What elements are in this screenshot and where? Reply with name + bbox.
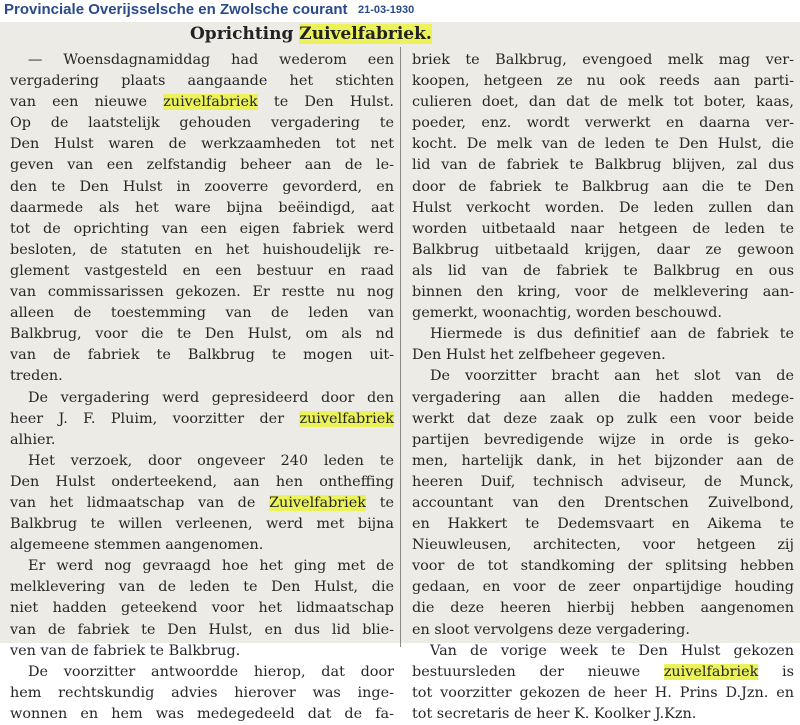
- line-text: vergadering plaats aangaande het stichten: [10, 73, 394, 90]
- text-line: [10, 366, 394, 387]
- line-text: gedaan, en voor de zeer onpartijdige houding: [412, 579, 794, 596]
- line-text: culieren doet, dan dat de melk tot boter, kaas,: [412, 94, 794, 111]
- highlighted-word: Zuivelfabriek: [269, 494, 367, 511]
- line-text: voor de tot standkoming der splitsing hebben: [412, 558, 794, 575]
- text-line: [10, 50, 394, 71]
- line-text: is: [758, 663, 794, 680]
- right-column: [412, 22, 794, 722]
- publication-date: 21-03-1930: [358, 4, 415, 16]
- text-line: [412, 493, 794, 514]
- title-text: Oprichting: [190, 24, 300, 44]
- text-line: [412, 388, 794, 409]
- text-line: [412, 92, 794, 113]
- text-line: [412, 620, 794, 641]
- text-line: [412, 155, 794, 176]
- line-text: van het lidmaatschap van de: [10, 494, 270, 511]
- text-line: [412, 324, 794, 345]
- column-rule: [400, 47, 401, 647]
- highlighted-word: zuivelfabriek: [663, 663, 759, 680]
- left-column-text: [10, 50, 394, 725]
- text-line: [10, 71, 394, 92]
- line-text: Er werd nog gevraagd hoe het ging met de: [28, 558, 394, 575]
- line-text: van commissarissen gekozen. Er restte nu nog: [10, 284, 394, 301]
- line-text: wonnen en hem was medegedeeld dat de fa-: [10, 705, 394, 722]
- line-text: alhier.: [10, 431, 56, 448]
- text-line: [10, 324, 394, 345]
- highlighted-word: zuivelfabriek: [299, 410, 394, 427]
- highlighted-word: zuivelfabriek: [163, 94, 258, 111]
- line-text: Hiermede is dus definitief aan de fabriek te: [430, 326, 794, 343]
- text-line: [10, 577, 394, 598]
- text-line: [412, 598, 794, 619]
- line-text: te: [366, 494, 394, 511]
- line-text: De vergadering werd gepresideerd door den: [28, 389, 394, 406]
- line-text: worden uitbetaald naar hetgeen de leden te: [412, 220, 794, 237]
- text-line: [412, 345, 794, 366]
- line-text: binnen den kring, voor de melklevering aan-: [412, 284, 794, 301]
- text-line: [10, 704, 394, 725]
- line-text: Den Hulst het zelfbeheer gegeven.: [412, 347, 666, 364]
- text-line: [412, 683, 794, 704]
- line-text: heer J. F. Pluim, voorzitter der: [10, 410, 300, 427]
- line-text: Het verzoek, door ongeveer 240 leden te: [28, 452, 394, 469]
- text-line: [10, 493, 394, 514]
- line-text: ven van de fabriek te Balkbrug.: [10, 642, 241, 659]
- line-text: De voorzitter bracht aan het slot van de: [430, 368, 794, 385]
- text-line: [412, 472, 794, 493]
- line-text: door de fabriek te Balkbrug aan die te Den: [412, 178, 794, 195]
- text-line: [10, 134, 394, 155]
- line-text: den te Den Hulst in zooverre gevorderd, en: [10, 178, 394, 195]
- text-line: [412, 177, 794, 198]
- title-highlight: Zuivelfabriek.: [299, 24, 432, 44]
- text-line: [412, 71, 794, 92]
- text-line: [10, 641, 394, 662]
- line-text: glement vastgesteld en een bestuur en raad: [10, 262, 394, 279]
- text-line: [10, 535, 394, 556]
- text-line: [412, 134, 794, 155]
- line-text: heeren Duif, technisch adviseur, de Munck,: [412, 473, 794, 490]
- line-text: geven van een zelfstandig beheer aan de le-: [10, 157, 394, 174]
- text-line: [10, 303, 394, 324]
- line-text: men, hartelijk dank, in het bijzonder aan de: [412, 452, 794, 469]
- text-line: [10, 261, 394, 282]
- text-line: [10, 388, 394, 409]
- text-line: [412, 430, 794, 451]
- text-line: [412, 303, 794, 324]
- line-text: poeder, enz. wordt verwerkt en daarna ver-: [412, 115, 794, 132]
- line-text: tot voorzitter gekozen de heer H. Prins D.Jzn. en: [412, 684, 794, 701]
- text-line: [10, 451, 394, 472]
- line-text: Van de vorige week te Den Hulst gekozen: [430, 642, 794, 659]
- text-line: [10, 177, 394, 198]
- line-text: besloten, de statuten en het huishoudelijk re-: [10, 241, 394, 258]
- text-line: [412, 198, 794, 219]
- line-text: vergadering aan allen die hadden medege-: [412, 389, 794, 406]
- line-text: gemerkt, woonachtig, worden beschouwd.: [412, 305, 722, 322]
- text-line: [10, 345, 394, 366]
- line-text: — Woensdagnamiddag had wederom een: [28, 52, 394, 68]
- text-line: [412, 113, 794, 134]
- text-line: [412, 282, 794, 303]
- newspaper-clipping: [0, 22, 800, 722]
- text-line: [10, 92, 394, 113]
- text-line: [412, 240, 794, 261]
- line-text: hem rechtskundig advies hierover was inge-: [10, 684, 394, 701]
- line-text: treden.: [10, 368, 63, 385]
- text-line: [10, 198, 394, 219]
- text-line: [412, 556, 794, 577]
- line-text: en sloot vervolgens deze vergadering.: [412, 621, 690, 638]
- text-line: [412, 50, 794, 71]
- text-line: [412, 577, 794, 598]
- line-text: De voorzitter antwoordde hierop, dat door: [28, 663, 394, 680]
- line-text: accountant van den Drentschen Zuivelbond,: [412, 494, 794, 511]
- text-line: [10, 282, 394, 303]
- text-line: [10, 219, 394, 240]
- text-line: [412, 409, 794, 430]
- line-text: kocht. De melk van de leden te Den Hulst, die: [412, 136, 794, 153]
- line-text: Balkbrug te willen verleenen, werd met bijna: [10, 516, 394, 533]
- line-text: als lid van de fabriek te Balkbrug en ous: [412, 262, 794, 279]
- page-header: [0, 0, 800, 22]
- text-line: [412, 219, 794, 240]
- line-text: Den Hulst onderteekend, aan hen ontheffing: [10, 473, 394, 490]
- line-text: van de fabriek te Balkbrug te mogen uit-: [10, 347, 394, 364]
- line-text: Den Hulst waren de werkzaamheden tot net: [10, 136, 394, 153]
- line-text: Balkbrug, voor die te Den Hulst, om als nd: [10, 326, 394, 343]
- line-text: van de fabriek te Den Hulst, en dus lid blie-: [10, 621, 394, 638]
- text-line: [412, 366, 794, 387]
- line-text: Op de laatstelijk gehouden vergadering te: [10, 115, 394, 132]
- text-line: [412, 261, 794, 282]
- text-line: [412, 535, 794, 556]
- line-text: tot secretaris de heer K. Koolker J.Kzn.: [412, 705, 697, 722]
- line-text: lid van de fabriek te Balkbrug blijven, zal dus: [412, 157, 794, 174]
- text-line: [10, 430, 394, 451]
- line-text: algemeene stemmen aangenomen.: [10, 537, 264, 554]
- line-text: briek te Balkbrug, evengoed melk mag ver-: [412, 52, 794, 68]
- text-line: [412, 451, 794, 472]
- text-line: [10, 620, 394, 641]
- text-line: [10, 155, 394, 176]
- text-line: [412, 704, 794, 725]
- text-line: [412, 662, 794, 683]
- text-line: [412, 641, 794, 662]
- text-line: [10, 472, 394, 493]
- text-line: [10, 240, 394, 261]
- line-text: melklevering van de leden te Den Hulst, die: [10, 579, 394, 596]
- text-line: [10, 409, 394, 430]
- line-text: werkt dat deze zaak op zulk een voor beide: [412, 410, 794, 427]
- text-line: [10, 598, 394, 619]
- right-column-text: [412, 50, 794, 725]
- newspaper-name: Provinciale Overijsselsche en Zwolsche courant: [4, 1, 348, 18]
- line-text: Nieuwleusen, architecten, voor hetgeen zij: [412, 537, 794, 554]
- text-line: [10, 683, 394, 704]
- text-line: [10, 113, 394, 134]
- line-text: koopen, hetgeen ze nu ook reeds aan parti-: [412, 73, 794, 90]
- line-text: Hulst verkocht worden. De leden zullen dan: [412, 199, 794, 216]
- line-text: van een nieuwe: [10, 94, 164, 111]
- line-text: te Den Hulst.: [257, 94, 394, 111]
- text-line: [10, 556, 394, 577]
- line-text: bestuursleden der nieuwe: [412, 663, 664, 680]
- line-text: tot de oprichting van een eigen fabriek werd: [10, 220, 394, 237]
- text-line: [10, 662, 394, 683]
- line-text: niet hadden geteekend voor het lidmaatschap: [10, 600, 394, 617]
- line-text: partijen bevredigende wijze in orde is geko-: [412, 431, 794, 448]
- left-column: [10, 22, 394, 722]
- text-line: [412, 514, 794, 535]
- line-text: en Hakkert te Dedemsvaart en Aikema te: [412, 516, 794, 533]
- line-text: Balkbrug uitbetaald krijgen, daar ze gewoon: [412, 241, 794, 258]
- line-text: die deze heeren hierbij hebben aangenomen: [412, 600, 794, 617]
- line-text: daarmede als het ware bijna beëindigd, aat: [10, 199, 394, 216]
- text-line: [10, 514, 394, 535]
- line-text: alleen de toestemming van de leden van: [10, 305, 394, 322]
